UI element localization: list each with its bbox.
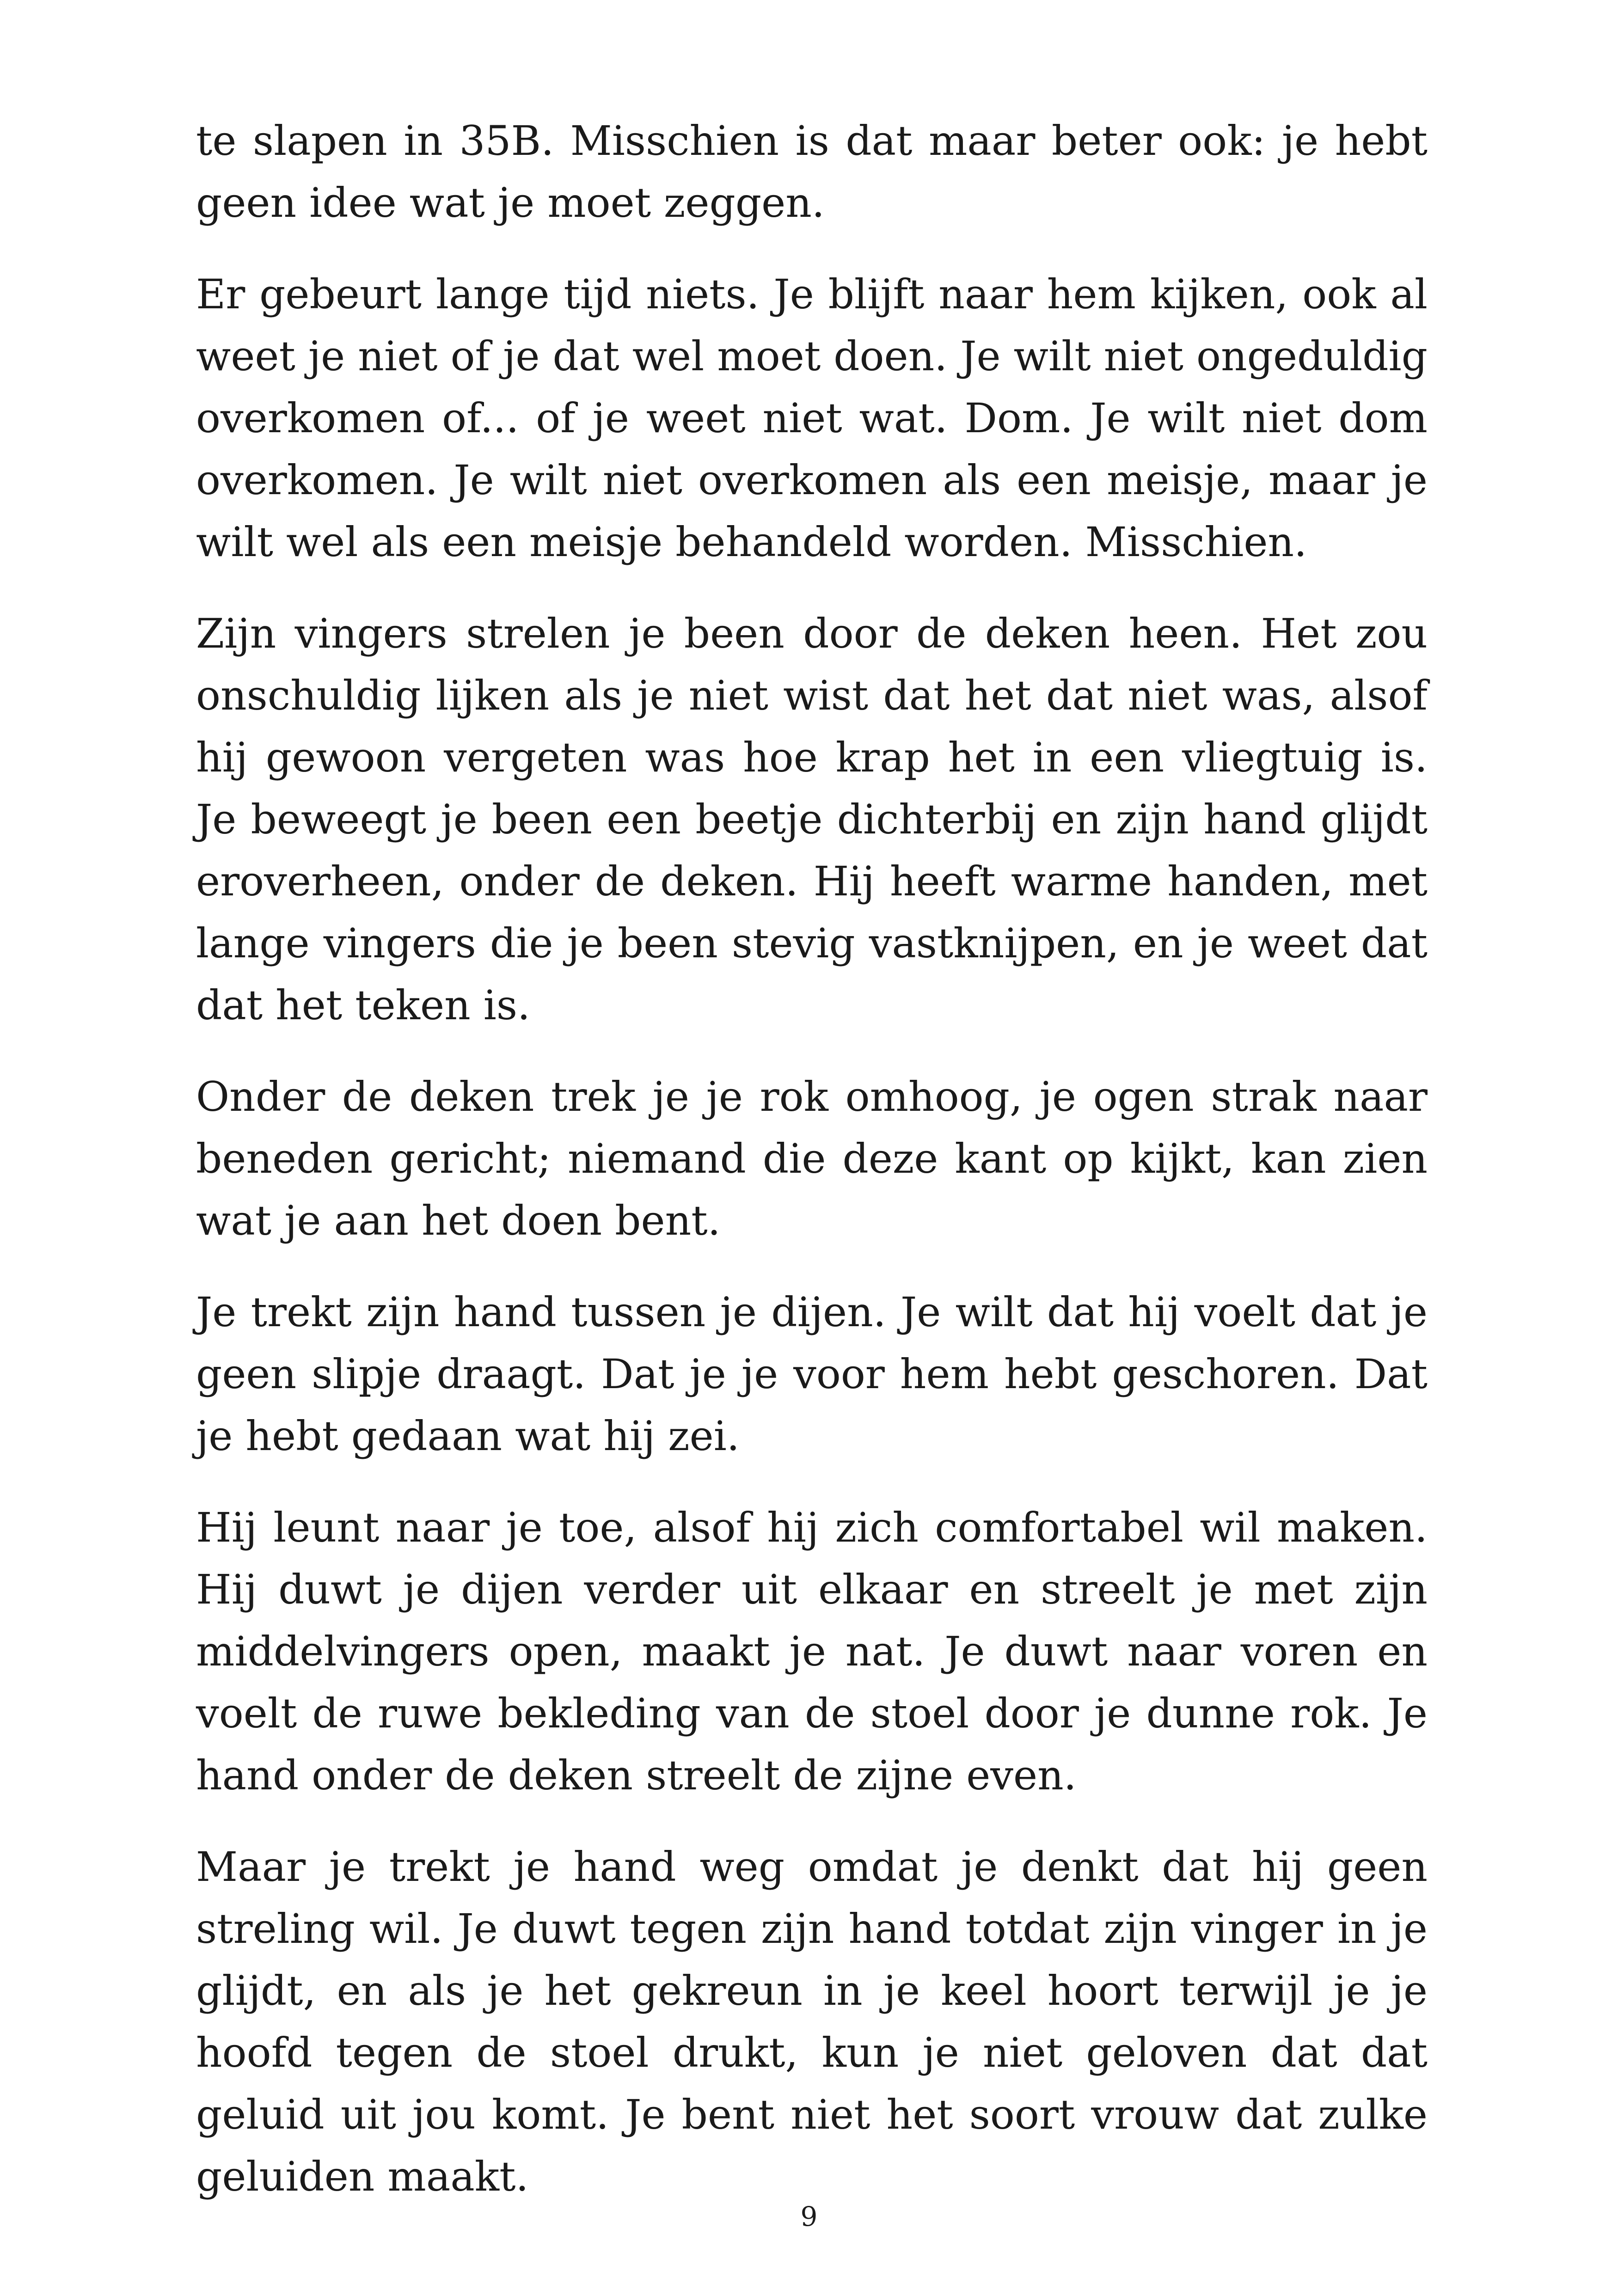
paragraph-6: Hij leunt naar je toe, alsof hij zich comfortabel wil maken. Hij duwt je dijen verder uit elkaar en streelt je met zijn middelvingers open, maakt je nat. Je duwt naar voren en voelt de ruwe bekleding van de stoel door je dunne rok. Je hand onder de deken streelt de zijne even. — [196, 1504, 1428, 1799]
paragraph-5: Je trekt zijn hand tussen je dijen. Je wilt dat hij voelt dat je geen slipje draagt. Dat je je voor hem hebt geschoren. Dat je hebt gedaan wat hij zei. — [196, 1288, 1428, 1460]
paragraph-7: Maar je trekt je hand weg omdat je denkt dat hij geen streling wil. Je duwt tegen zijn hand totdat zijn vinger in je glijdt, en als je het gekreun in je keel hoort terwijl je je hoofd tegen de stoel drukt, kun je niet geloven dat dat geluid uit jou komt. Je bent niet het soort vrouw dat zulke geluiden maakt. — [196, 1843, 1428, 2200]
paragraph-1: te slapen in 35B. Misschien is dat maar beter ook: je hebt geen idee wat je moet zeggen. — [196, 117, 1428, 227]
paragraph-3: Zijn vingers strelen je been door de deken heen. Het zou onschuldig lijken als je niet wist dat het dat niet was, alsof hij gewoon vergeten was hoe krap het in een vliegtuig is. Je beweegt je been een beetje dichterbij en zijn hand glijdt eroverheen, onder de deken. Hij heeft warme handen, met lange vingers die je been stevig vastknijpen, en je weet dat dat het teken is. — [196, 610, 1428, 1029]
body-text — [196, 110, 1428, 2237]
paragraph-2: Er gebeurt lange tijd niets. Je blijft naar hem kijken, ook al weet je niet of je dat wel moet doen. Je wilt niet ongeduldig overkomen of... of je weet niet wat. Dom. Je wilt niet dom overkomen. Je wilt niet overkomen als een meisje, maar je wilt wel als een meisje behandeld worden. Misschien. — [196, 270, 1428, 566]
page-number: 9 — [800, 2201, 818, 2232]
paragraph-4: Onder de deken trek je je rok omhoog, je ogen strak naar beneden gericht; niemand die deze kant op kijkt, kan zien wat je aan het doen bent. — [196, 1073, 1428, 1244]
